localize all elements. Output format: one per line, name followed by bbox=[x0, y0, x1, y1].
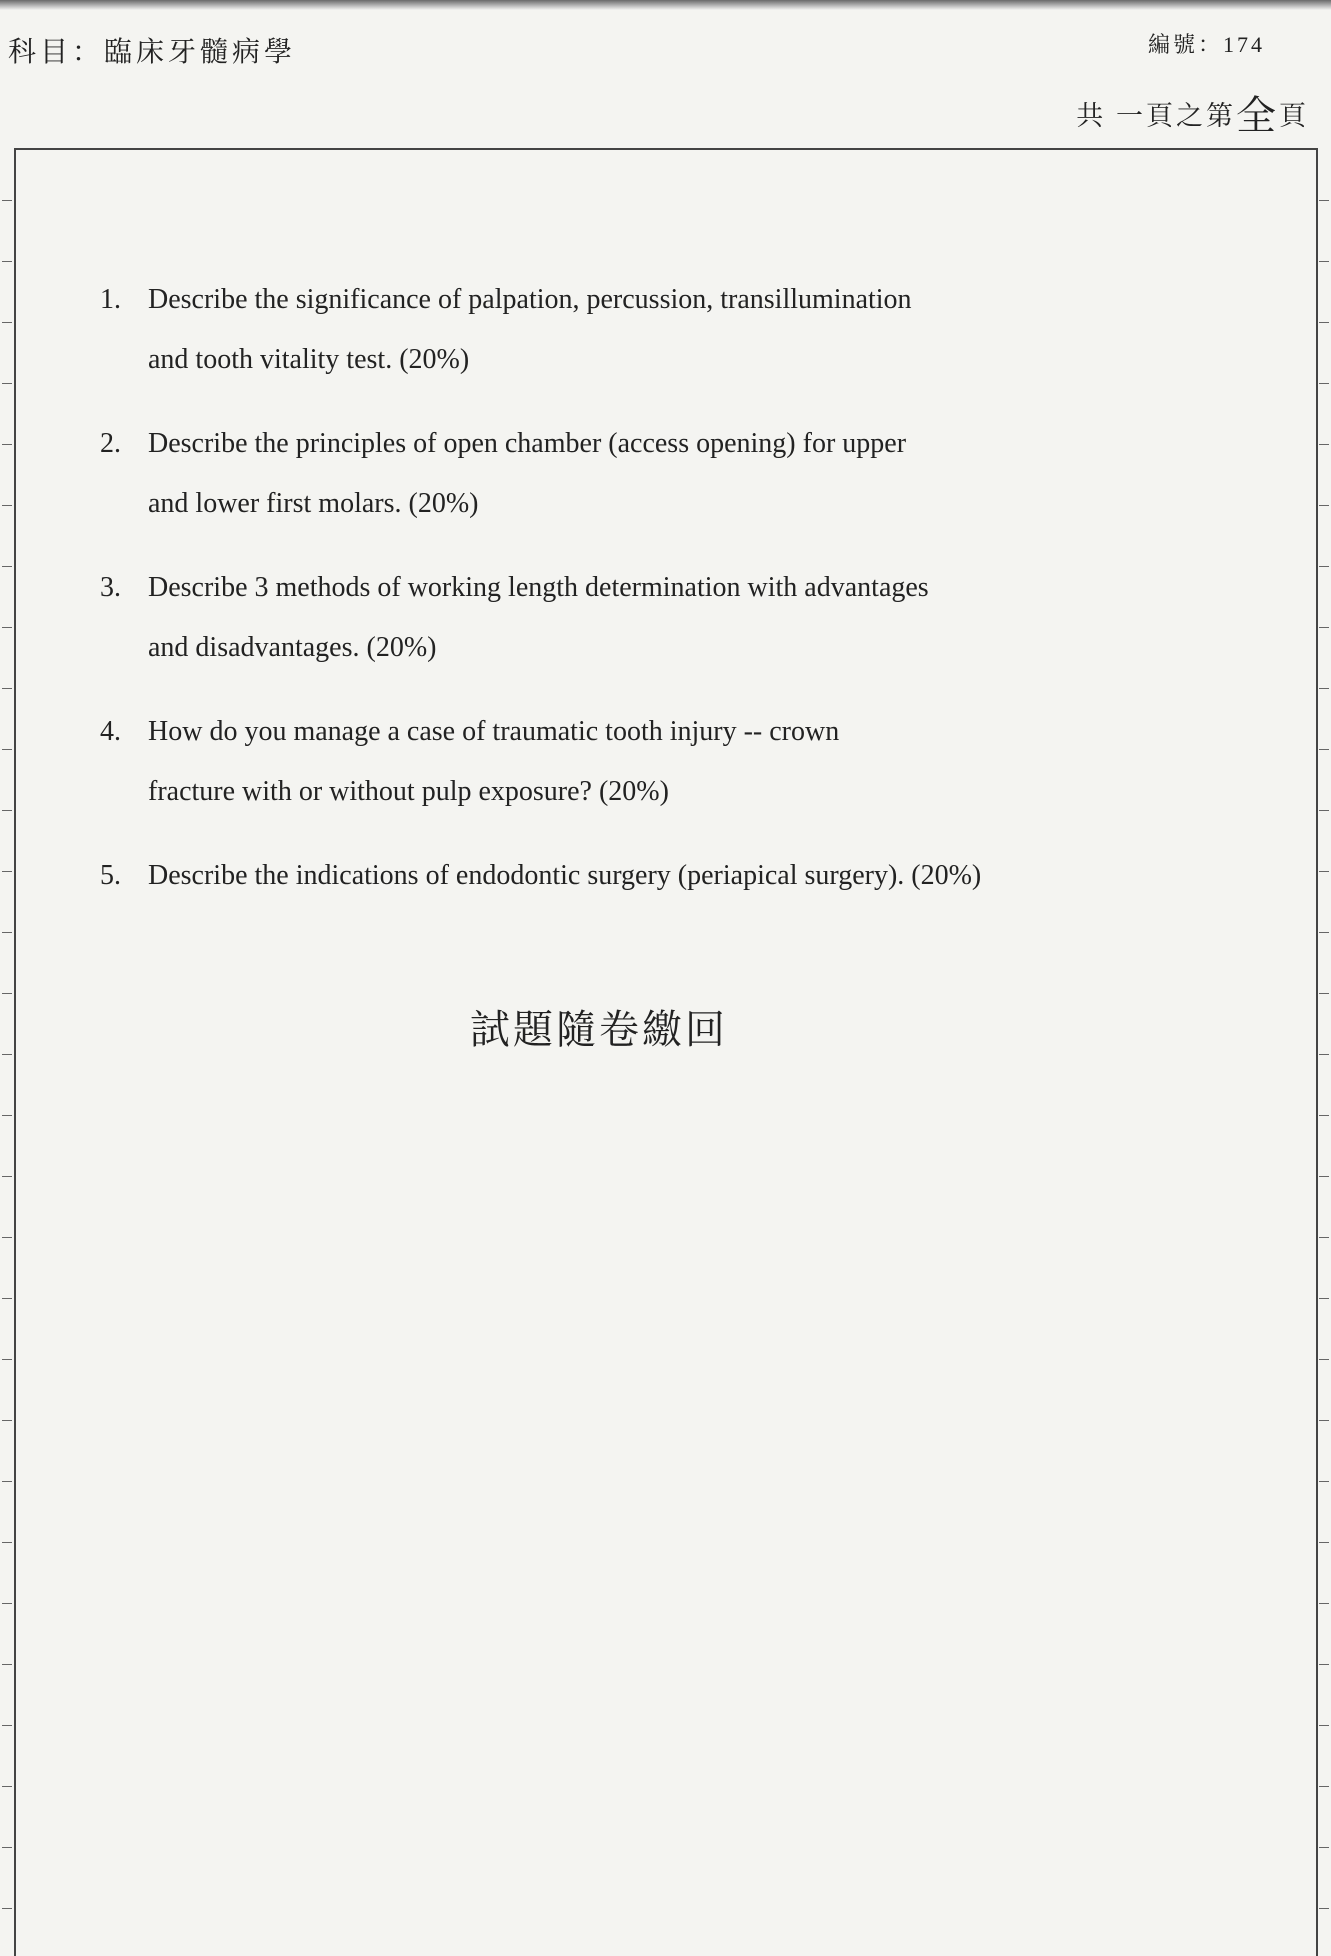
question-line: Describe the significance of palpation, percussion, transillumination bbox=[148, 284, 912, 315]
question-text bbox=[148, 558, 1100, 678]
margin-tick bbox=[1319, 1603, 1329, 1604]
question-number: 4. bbox=[100, 716, 121, 747]
margin-tick bbox=[1319, 1908, 1329, 1909]
question-item bbox=[100, 270, 1100, 390]
margin-tick bbox=[1319, 1359, 1329, 1360]
margin-tick bbox=[2, 505, 12, 506]
question-text bbox=[148, 702, 1100, 822]
margin-tick bbox=[2, 1847, 12, 1848]
margin-tick bbox=[2, 810, 12, 811]
left-margin-ticks bbox=[0, 0, 14, 1956]
margin-tick bbox=[1319, 932, 1329, 933]
margin-tick bbox=[1319, 261, 1329, 262]
question-line: and disadvantages. (20%) bbox=[148, 632, 437, 663]
margin-tick bbox=[2, 322, 12, 323]
margin-tick bbox=[2, 1481, 12, 1482]
margin-tick bbox=[1319, 1420, 1329, 1421]
margin-tick bbox=[2, 1420, 12, 1421]
margin-tick bbox=[2, 1908, 12, 1909]
margin-tick bbox=[1319, 1481, 1329, 1482]
question-line: and lower first molars. (20%) bbox=[148, 488, 479, 519]
margin-tick bbox=[2, 261, 12, 262]
question-line: Describe the indications of endodontic surgery (periapical surgery). (20%) bbox=[148, 860, 982, 891]
margin-tick bbox=[1319, 627, 1329, 628]
margin-tick bbox=[1319, 1298, 1329, 1299]
question-item bbox=[100, 702, 1100, 822]
margin-tick bbox=[2, 444, 12, 445]
exam-code: 編號：174 bbox=[1147, 32, 1265, 57]
margin-tick bbox=[2, 1664, 12, 1665]
question-line: and tooth vitality test. (20%) bbox=[148, 344, 470, 375]
margin-tick bbox=[2, 1237, 12, 1238]
question-number: 1. bbox=[100, 284, 121, 315]
margin-tick bbox=[2, 1603, 12, 1604]
margin-tick bbox=[2, 383, 12, 384]
question-text bbox=[148, 414, 1100, 534]
margin-tick bbox=[2, 1298, 12, 1299]
margin-tick bbox=[2, 1054, 12, 1055]
margin-tick bbox=[1319, 993, 1329, 994]
question-item bbox=[100, 558, 1100, 678]
margin-tick bbox=[1319, 322, 1329, 323]
margin-tick bbox=[1319, 871, 1329, 872]
margin-tick bbox=[2, 688, 12, 689]
question-line: Describe 3 methods of working length determination with advantages bbox=[148, 572, 929, 603]
margin-tick bbox=[1319, 749, 1329, 750]
margin-tick bbox=[2, 627, 12, 628]
margin-tick bbox=[1319, 688, 1329, 689]
return-notice: 試題隨卷繳回 bbox=[470, 1007, 728, 1053]
right-margin-ticks bbox=[1317, 0, 1331, 1956]
question-number: 2. bbox=[100, 428, 121, 459]
margin-tick bbox=[1319, 1725, 1329, 1726]
margin-tick bbox=[2, 993, 12, 994]
margin-tick bbox=[2, 200, 12, 201]
question-line: Describe the principles of open chamber (access opening) for upper bbox=[148, 428, 907, 459]
margin-tick bbox=[1319, 1115, 1329, 1116]
margin-tick bbox=[1319, 1847, 1329, 1848]
margin-tick bbox=[2, 932, 12, 933]
margin-tick bbox=[1319, 383, 1329, 384]
margin-tick bbox=[2, 1725, 12, 1726]
scan-edge bbox=[0, 0, 1331, 10]
margin-tick bbox=[1319, 810, 1329, 811]
margin-tick bbox=[1319, 1664, 1329, 1665]
margin-tick bbox=[1319, 1786, 1329, 1787]
question-line: How do you manage a case of traumatic tooth injury -- crown bbox=[148, 716, 840, 747]
page-info-mark: 全 bbox=[1236, 93, 1279, 139]
margin-tick bbox=[2, 871, 12, 872]
page-info-prefix: 共 一頁之第 bbox=[1076, 101, 1236, 131]
question-text bbox=[148, 846, 1100, 906]
margin-tick bbox=[2, 1359, 12, 1360]
question-item bbox=[100, 414, 1100, 534]
margin-tick bbox=[1319, 1237, 1329, 1238]
question-item bbox=[100, 846, 1100, 906]
margin-tick bbox=[1319, 1176, 1329, 1177]
page-info-suffix: 頁 bbox=[1279, 101, 1309, 131]
margin-tick bbox=[2, 1542, 12, 1543]
margin-tick bbox=[2, 749, 12, 750]
margin-tick bbox=[2, 1786, 12, 1787]
margin-tick bbox=[1319, 1542, 1329, 1543]
question-line: fracture with or without pulp exposure? (20%) bbox=[148, 776, 669, 807]
margin-tick bbox=[1319, 1054, 1329, 1055]
question-number: 3. bbox=[100, 572, 121, 603]
question-number: 5. bbox=[100, 860, 121, 891]
margin-tick bbox=[2, 1115, 12, 1116]
margin-tick bbox=[1319, 566, 1329, 567]
question-text bbox=[148, 270, 1100, 390]
page-info bbox=[1076, 84, 1309, 141]
margin-tick bbox=[1319, 444, 1329, 445]
margin-tick bbox=[1319, 505, 1329, 506]
question-list bbox=[100, 270, 1100, 930]
margin-tick bbox=[1319, 200, 1329, 201]
margin-tick bbox=[2, 566, 12, 567]
margin-tick bbox=[2, 1176, 12, 1177]
exam-subject: 科目：臨床牙髓病學 bbox=[8, 37, 297, 68]
